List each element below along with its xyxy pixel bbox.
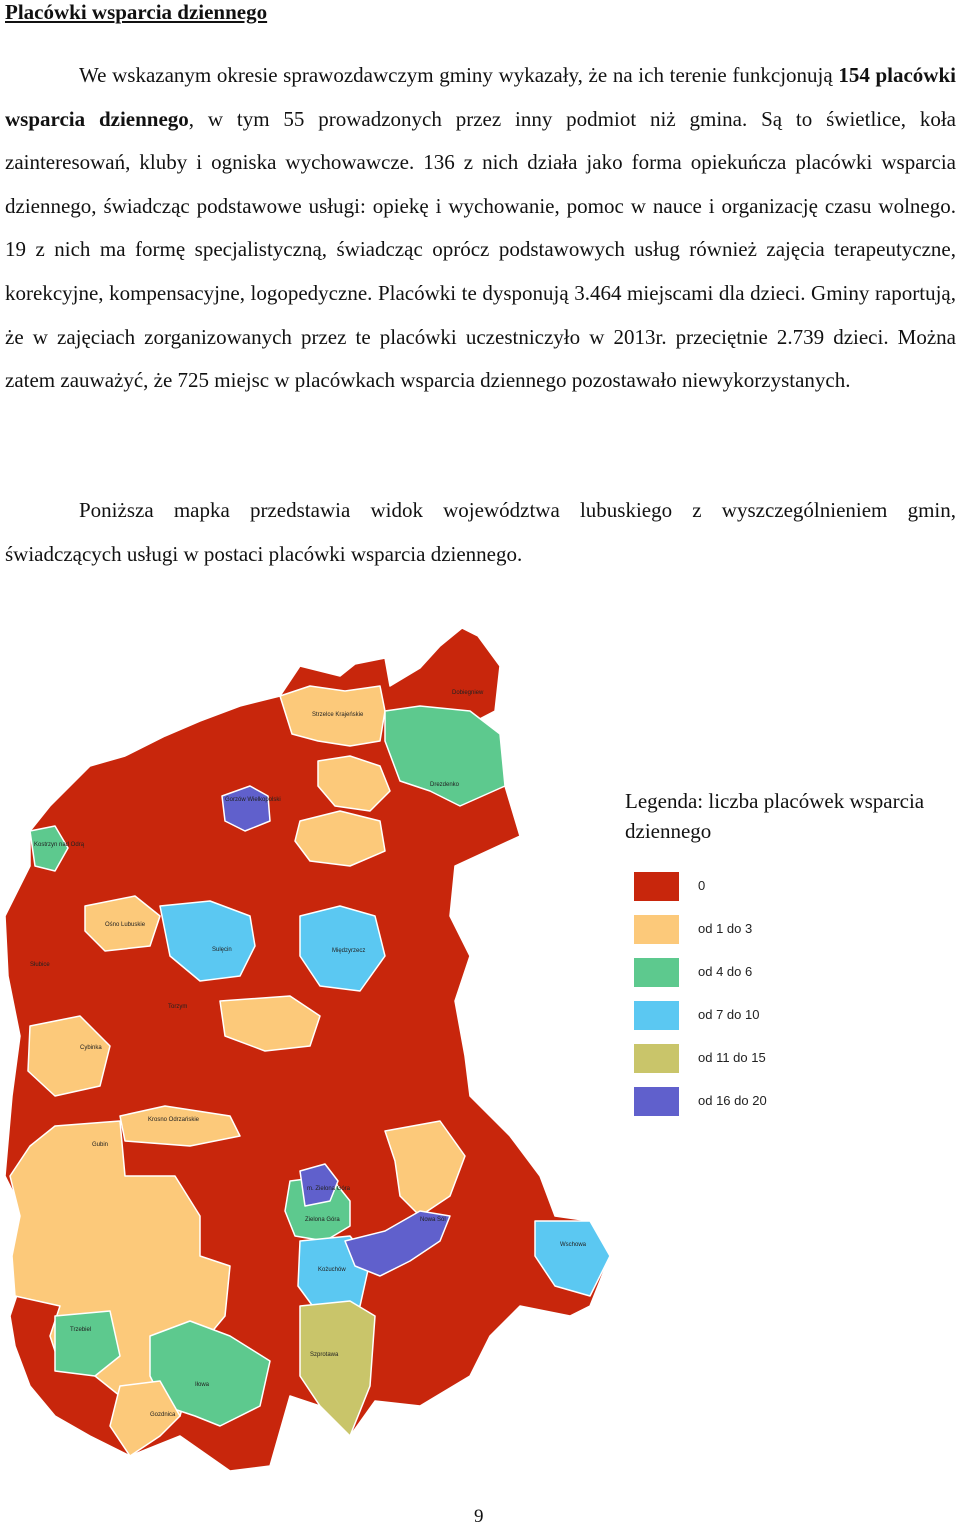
map-label: Nowa Sól [420, 1217, 446, 1223]
map-label: Strzelce Krajeńskie [312, 712, 364, 718]
legend-swatch [634, 1044, 679, 1073]
legend-label: od 1 do 3 [698, 921, 753, 936]
map-label: Gozdnica [150, 1412, 176, 1418]
map-label: Iłowa [195, 1382, 210, 1388]
map-label: Wschowa [560, 1242, 587, 1248]
map-label: Zielona Góra [305, 1217, 340, 1223]
map-label: Gubin [92, 1142, 109, 1148]
map-label: Trzebiel [70, 1327, 92, 1333]
legend-label: od 11 do 15 [698, 1050, 766, 1065]
legend-row-1 [634, 915, 834, 945]
map-label: Dobiegniew [452, 690, 484, 696]
section-heading: Placówki wsparcia dziennego [5, 0, 268, 24]
legend-label: od 4 do 6 [698, 964, 753, 979]
legend-swatch [634, 958, 679, 987]
map-label: Drezdenko [430, 782, 460, 788]
voivodeship-map [0, 616, 620, 1476]
paragraph-text-end: , w tym 55 prowadzonych przez inny podmiot niż gmina. Są to świetlice, koła zainteresowań, kluby i ogniska wychowawcze. 136 z nich działa jako forma opiekuńcza placówki wsparcia dziennego, świadcząc podstawowe usługi: opiekę i wychowanie, pomoc w nauce i organizację czasu wolnego. 19 z nich ma formę specjalistyczną, świadcząc oprócz podstawowych usług również zajęcia terapeutyczne, korekcyjne, kompensacyjne, logopedyczne. Placówki te dysponują 3.464 miejscami dla dzieci. Gminy raportują, że w zajęciach zorganizowanych przez te placówki uczestniczyło w 2013r. przeciętnie 2.739 dzieci. Można zatem zauważyć, że 725 miejsc w placówkach wsparcia dziennego pozostawało niewykorzystanych. [5, 106, 956, 393]
map-intro-paragraph: Poniższa mapka przedstawia widok województwa lubuskiego z wyszczególnieniem gmin, świadczących usługi w postaci placówki wsparcia dziennego. [5, 498, 956, 566]
legend-row-5 [634, 1087, 834, 1117]
map-label: Gorzów Wielkopolski [225, 797, 281, 803]
legend-swatch [634, 872, 679, 901]
map-label: Ośno Lubuskie [105, 922, 146, 928]
intro-paragraph [5, 54, 956, 403]
legend-label: 0 [698, 878, 706, 893]
legend-row-3 [634, 1001, 834, 1031]
map-label: Kostrzyn nad Odrą [34, 842, 85, 848]
legend-row-2 [634, 958, 834, 988]
paragraph-text-start: We wskazanym okresie sprawozdawczym gminy wykazały, że na ich terenie funkcjonują [79, 63, 839, 87]
legend-swatch [634, 1001, 679, 1030]
legend-row-0 [634, 872, 834, 902]
map-label: Cybinka [80, 1045, 102, 1051]
map-label: Krosno Odrzańskie [148, 1117, 200, 1123]
page-number: 9 [474, 1506, 484, 1527]
legend-title: Legenda: liczba placówek wsparcia dziennego [625, 789, 925, 843]
map-label: Szprotawa [310, 1352, 339, 1358]
map-label: Kożuchów [318, 1267, 346, 1273]
legend-label: od 7 do 10 [698, 1007, 760, 1022]
map-label: Torzym [168, 1004, 188, 1010]
legend-swatch [634, 915, 679, 944]
map-label: Sulęcin [212, 947, 232, 953]
legend-label: od 16 do 20 [698, 1093, 767, 1108]
legend-swatch [634, 1087, 679, 1116]
paragraph-bold-count: 154 placówki wsparcia dziennego [5, 63, 956, 131]
map-label: Międzyrzecz [332, 948, 366, 954]
legend-row-4 [634, 1044, 834, 1074]
map-label: m. Zielona Góra [307, 1186, 351, 1192]
map-label: Słubice [30, 962, 50, 968]
